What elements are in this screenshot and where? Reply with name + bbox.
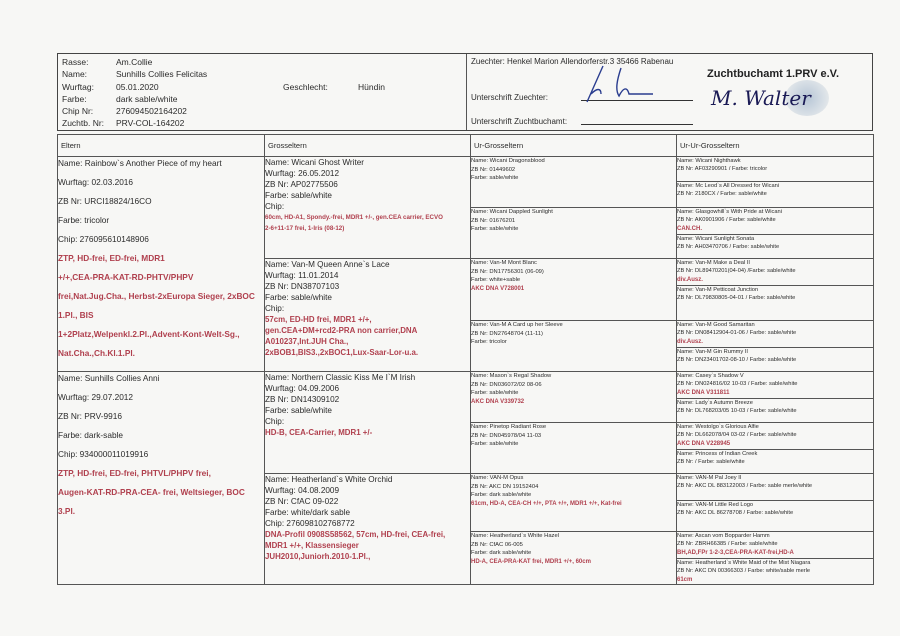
gggp-name: Name: Van-M Petticoat Junction	[677, 287, 759, 293]
great-grandparent	[471, 321, 677, 372]
ggp-name: Name: Heatherland`s White Hazel	[471, 533, 559, 539]
gggp-name: Name: Princess of Indian Creek	[677, 451, 758, 457]
ggp-zb: ZB Nr: DN036072/02 08-06	[471, 381, 542, 388]
gggp-name: Name: Westolgo`s Glorious Alfie	[677, 424, 759, 430]
pedigree-table	[57, 134, 874, 585]
gggp-note: AKC DNA V311811	[677, 389, 730, 396]
gggp-name: Name: Wicani Nighthawk	[677, 158, 741, 164]
gggp-entry	[677, 235, 873, 257]
gggp-info: ZB Nr: DL79830805-04-01 / Farbe: sable/white	[677, 295, 796, 302]
ggp-name: Name: VAN-M Opus	[471, 475, 524, 481]
grandparent	[265, 157, 471, 259]
name-label: Name:	[62, 69, 88, 79]
grandparent-chip: Chip: 276098102768772	[265, 519, 355, 528]
gggp-name: Name: Wicani Sunlight Sonata	[677, 236, 755, 242]
ggp-note: 61cm, HD-A, CEA-CH +/+, PTA +/+, MDR1 +/+, Kat-frei	[471, 500, 622, 507]
ggp-zb: ZB Nr: DN17756301 (06-09)	[471, 268, 544, 275]
grandparent-note: 2-6+11-17 frei, 1-Iris (08-12)	[265, 225, 345, 232]
gggp-entry	[677, 559, 873, 584]
grandparent-name: Name: Northern Classic Kiss Me I`M Irish	[265, 373, 416, 382]
gggp-entry	[677, 259, 873, 286]
ggp-name: Name: Wicani Dragonsblood	[471, 158, 545, 164]
grandparent-name: Name: Heatherland`s White Orchid	[265, 475, 393, 484]
geschlecht-label: Geschlecht:	[283, 82, 328, 92]
parent-note: Nat.Cha.,Ch.Kl.1.Pl.	[58, 348, 135, 358]
grandparent-note: JUH2010,Juniorh.2010-1.Pl.,	[265, 552, 371, 561]
gggp-info: ZB Nr: AH03470706 / Farbe: sable/white	[677, 244, 780, 251]
great-great-grandparents	[677, 532, 874, 585]
gggp-name: Name: Casey`s Shadow V	[677, 373, 744, 379]
gggp-entry	[677, 321, 873, 348]
gggp-entry	[677, 286, 873, 309]
gggp-name: Name: VAN-M Pal Joey II	[677, 475, 742, 481]
zuchtbuchamt-signature-line	[581, 124, 693, 125]
parent-farbe: Farbe: dark-sable	[58, 430, 124, 440]
great-great-grandparents	[677, 372, 874, 423]
parent-sire	[58, 157, 265, 372]
name-value: Sunhills Collies Felicitas	[116, 69, 208, 79]
zuchtbuchamt-title: Zuchtbuchamt 1.PRV e.V.	[707, 68, 840, 80]
wurftag-label: Wurftag:	[62, 82, 94, 92]
grandparent-farbe: Farbe: sable/white	[265, 293, 332, 302]
ggp-farbe: Farbe: sable/white	[471, 390, 519, 396]
ggp-name: Name: Van-M A Card up her Sleeve	[471, 322, 563, 328]
parent-note: 1+2Platz,Welpenkl.2.Pl.,Advent-Kont-Welt-Sg.,	[58, 329, 240, 339]
breeder-info	[467, 54, 872, 130]
gggp-name: Name: Van-M Good Samaritan	[677, 322, 755, 328]
gggp-name: Name: VAN-M Little Red Logo	[677, 502, 754, 508]
pedigree-document	[57, 53, 873, 585]
ggp-name: Name: Van-M Mont Blanc	[471, 260, 537, 266]
rasse-label: Rasse:	[62, 57, 89, 67]
grandparent-note: 60cm, HD-A1, Spondy.-frei, MDR1 +/-, gen.CEA carrier, ECVO	[265, 214, 443, 221]
parent-note: 1.Pl., BIS	[58, 310, 94, 320]
grandparent-note: DNA-Profil 0908S58562, 57cm, HD-frei, CEA-frei,	[265, 530, 446, 539]
parent-farbe: Farbe: tricolor	[58, 215, 110, 225]
dog-info	[58, 54, 467, 130]
grandparent-farbe: Farbe: sable/white	[265, 191, 332, 200]
parent-wurftag: Wurftag: 29.07.2012	[58, 392, 134, 402]
gggp-name: Name: Van-M Gin Rummy II	[677, 349, 749, 355]
grandparent-note: A010237,Int.JUH Cha.,	[265, 337, 349, 346]
great-grandparent	[471, 474, 677, 532]
ggp-zb: ZB Nr: DN045978/04 11-03	[471, 432, 542, 439]
gggp-note: div.Ausz.	[677, 338, 703, 345]
grandparent	[265, 372, 471, 474]
parent-note: ZTP, HD-frei, ED-frei, MDR1	[58, 253, 165, 263]
great-grandparent	[471, 208, 677, 259]
ggp-name: Name: Wicani Dappled Sunlight	[471, 209, 553, 215]
parent-chip: Chip: 276095610148906	[58, 234, 149, 244]
great-grandparent	[471, 532, 677, 585]
parent-note: ZTP, HD-frei, ED-frei, PHTVL/PHPV frei,	[58, 468, 211, 478]
pedigree-header-row	[58, 135, 874, 157]
grandparent-farbe: Farbe: sable/white	[265, 406, 332, 415]
grandparent-zb: ZB Nr: DN14309102	[265, 395, 340, 404]
ggp-farbe: Farbe: dark sable/white	[471, 550, 532, 556]
great-grandparent	[471, 423, 677, 474]
gggp-note: BH,AD,FPr 1-2-3,CEA-PRA-KAT-frei,HD-A	[677, 549, 794, 556]
grandparent-wurftag: Wurftag: 26.05.2012	[265, 169, 340, 178]
gggp-entry	[677, 474, 873, 501]
gggp-info: ZB Nr: 2180CX / Farbe: sable/white	[677, 191, 767, 198]
wurftag-value: 05.01.2020	[116, 82, 159, 92]
parent-zb: ZB Nr: URCI18824/16CO	[58, 196, 152, 206]
parent-zb: ZB Nr: PRV-9916	[58, 411, 122, 421]
ggp-farbe: Farbe: tricolor	[471, 339, 507, 345]
gggp-entry	[677, 372, 873, 399]
zuchtbuchamt-signature-label: Unterschrift Zuchtbuchamt:	[471, 117, 568, 126]
ggp-zb: ZB Nr: 01449602	[471, 166, 516, 173]
zuchtb-value: PRV-COL-164202	[116, 118, 185, 128]
grandparent-farbe: Farbe: white/dark sable	[265, 508, 351, 517]
great-great-grandparents	[677, 208, 874, 259]
ggp-farbe: Farbe: white+sable	[471, 277, 521, 283]
gggp-name: Name: Lady`s Autumn Breeze	[677, 400, 753, 406]
gggp-info: ZB Nr: / Farbe: sable/white	[677, 459, 745, 466]
gggp-info: ZB Nr: DL89470201(04-04) /Farbe: sable/white	[677, 268, 796, 275]
ggp-farbe: Farbe: sable/white	[471, 441, 519, 447]
grandparent-chip: Chip:	[265, 202, 285, 211]
grandparent-wurftag: Wurftag: 04.08.2009	[265, 486, 340, 495]
grandparent-zb: ZB Nr: CfAC 09-022	[265, 497, 339, 506]
column-header: Eltern	[58, 135, 265, 157]
column-header: Ur-Ur-Grosseltern	[677, 135, 874, 157]
ggp-name: Name: Pinetop Radiant Rose	[471, 424, 547, 430]
great-great-grandparents	[677, 157, 874, 208]
gggp-info: ZB Nr: DN024816/02 10-03 / Farbe: sable/white	[677, 381, 798, 388]
ggp-note: AKC DNA V339732	[471, 398, 525, 405]
gggp-entry	[677, 450, 873, 473]
gggp-info: ZB Nr: AKC DN 00366303 / Farbe: white/sable merle	[677, 568, 811, 575]
gggp-info: ZB Nr: DL662078/04 03-02 / Farbe: sable/white	[677, 432, 797, 439]
gggp-entry	[677, 182, 873, 207]
gggp-info: ZB Nr: ZBRH66385 / Farbe: sable/white	[677, 541, 778, 548]
gggp-note: CAN.CH.	[677, 225, 702, 232]
great-great-grandparents	[677, 259, 874, 321]
grandparent-note: MDR1 +/+, Klassensieger	[265, 541, 359, 550]
ggp-note: HD-A, CEA-PRA-KAT frei, MDR1 +/+, 60cm	[471, 558, 591, 565]
gggp-name: Name: Ascan vom Bopparder Hamm	[677, 533, 770, 539]
parent-dam	[58, 372, 265, 585]
column-header: Grosseltern	[265, 135, 471, 157]
rasse-value: Am.Collie	[116, 57, 153, 67]
dog-header	[57, 53, 873, 131]
gggp-info: ZB Nr: AKC DL 883122003 / Farbe: sable merle/white	[677, 483, 813, 490]
ggp-zb: ZB Nr: AKC DN 19152404	[471, 483, 539, 490]
ggp-farbe: Farbe: dark sable/white	[471, 492, 532, 498]
ggp-farbe: Farbe: sable/white	[471, 226, 519, 232]
ggp-note: AKC DNA V728001	[471, 285, 525, 292]
great-grandparent	[471, 157, 677, 208]
gggp-entry	[677, 501, 873, 524]
farbe-value: dark sable/white	[116, 94, 178, 104]
gggp-info: ZB Nr: DN23401702-08-10 / Farbe: sable/white	[677, 357, 797, 364]
gggp-note: div.Ausz.	[677, 276, 703, 283]
great-great-grandparents	[677, 474, 874, 532]
grandparent-note: gen.CEA+DM+rcd2-PRA non carrier,DNA	[265, 326, 418, 335]
chip-value: 276094502164202	[116, 106, 187, 116]
gggp-name: Name: Van-M Make a Deal II	[677, 260, 750, 266]
gggp-info: ZB Nr: DN08412904-01-06 / Farbe: sable/white	[677, 330, 797, 337]
gggp-entry	[677, 208, 873, 235]
parent-note: Augen-KAT-RD-PRA-CEA- frei, Weltsieger, BOC	[58, 487, 245, 497]
grandparent-note: 57cm, ED-HD frei, MDR1 +/+,	[265, 315, 372, 324]
gggp-info: ZB Nr: AK0901906 / Farbe: sable/white	[677, 217, 776, 224]
ggp-name: Name: Mason`s Regal Shadow	[471, 373, 552, 379]
zuchtbuchamt-signature: M. Walter	[711, 86, 811, 110]
grandparent	[265, 474, 471, 585]
parent-note: +/+,CEA-PRA-KAT-RD-PHTV/PHPV	[58, 272, 194, 282]
gggp-name: Name: Glasgowhill`s With Pride at Wicani	[677, 209, 782, 215]
grandparent-name: Name: Van-M Queen Anne`s Lace	[265, 260, 390, 269]
parent-note: frei,Nat.Jug.Cha., Herbst-2xEuropa Sieger, 2xBOC	[58, 291, 255, 301]
chip-label: Chip Nr:	[62, 106, 94, 116]
great-grandparent	[471, 372, 677, 423]
zuchtb-label: Zuchtb. Nr:	[62, 118, 105, 128]
grandparent-chip: Chip:	[265, 304, 285, 313]
breeder-signature-icon	[577, 60, 667, 105]
ggp-farbe: Farbe: sable/white	[471, 175, 519, 181]
parent-name: Name: Sunhills Collies Anni	[58, 373, 160, 383]
ggp-zb: ZB Nr: 01676201	[471, 217, 516, 224]
grandparent-wurftag: Wurftag: 11.01.2014	[265, 271, 339, 280]
grandparent-chip: Chip:	[265, 417, 285, 426]
gggp-entry	[677, 157, 873, 182]
breeder-signature-label: Unterschrift Zuechter:	[471, 93, 548, 102]
grandparent-note: HD-B, CEA-Carrier, MDR1 +/-	[265, 428, 373, 437]
grandparent-zb: ZB Nr: AP02775506	[265, 180, 338, 189]
gggp-info: ZB Nr: AKC DL 86278708 / Farbe: sable/white	[677, 510, 794, 517]
gggp-info: ZB Nr: DL768203/05 10-03 / Farbe: sable/white	[677, 408, 797, 415]
parent-note: 3.Pl.	[58, 506, 76, 516]
gggp-entry	[677, 423, 873, 450]
breeder-address: Zuechter: Henkel Marion Allendorferstr.3 35466 Rabenau	[471, 57, 674, 66]
gggp-note: AKC DNA V228945	[677, 440, 731, 447]
grandparent-wurftag: Wurftag: 04.09.2006	[265, 384, 340, 393]
gggp-entry	[677, 348, 873, 371]
gggp-name: Name: Mc Leod`s All Dressed for Wicani	[677, 183, 780, 189]
geschlecht-value: Hündin	[358, 82, 385, 92]
gggp-entry	[677, 399, 873, 422]
ggp-zb: ZB Nr: DN27648704 (11-11)	[471, 330, 543, 337]
gggp-note: 61cm	[677, 576, 693, 583]
grandparent-note: 2xBOB1,BIS3.,2xBOC1,Lux-Saar-Lor-u.a.	[265, 348, 419, 357]
ggp-zb: ZB Nr: CfAC 06-005	[471, 541, 523, 548]
farbe-label: Farbe:	[62, 94, 87, 104]
gggp-info: ZB Nr: AF03290901 / Farbe: tricolor	[677, 166, 768, 173]
great-great-grandparents	[677, 321, 874, 372]
gggp-entry	[677, 532, 873, 559]
great-great-grandparents	[677, 423, 874, 474]
column-header: Ur-Grosseltern	[471, 135, 677, 157]
parent-wurftag: Wurftag: 02.03.2016	[58, 177, 134, 187]
gggp-name: Name: Heatherland`s White Maid of the Mist Niagara	[677, 560, 811, 566]
parent-chip: Chip: 934000011019916	[58, 449, 149, 459]
parent-name: Name: Rainbow`s Another Piece of my heart	[58, 158, 222, 168]
grandparent-name: Name: Wicani Ghost Writer	[265, 158, 365, 167]
grandparent-zb: ZB Nr: DN38707103	[265, 282, 340, 291]
grandparent	[265, 259, 471, 372]
great-grandparent	[471, 259, 677, 321]
